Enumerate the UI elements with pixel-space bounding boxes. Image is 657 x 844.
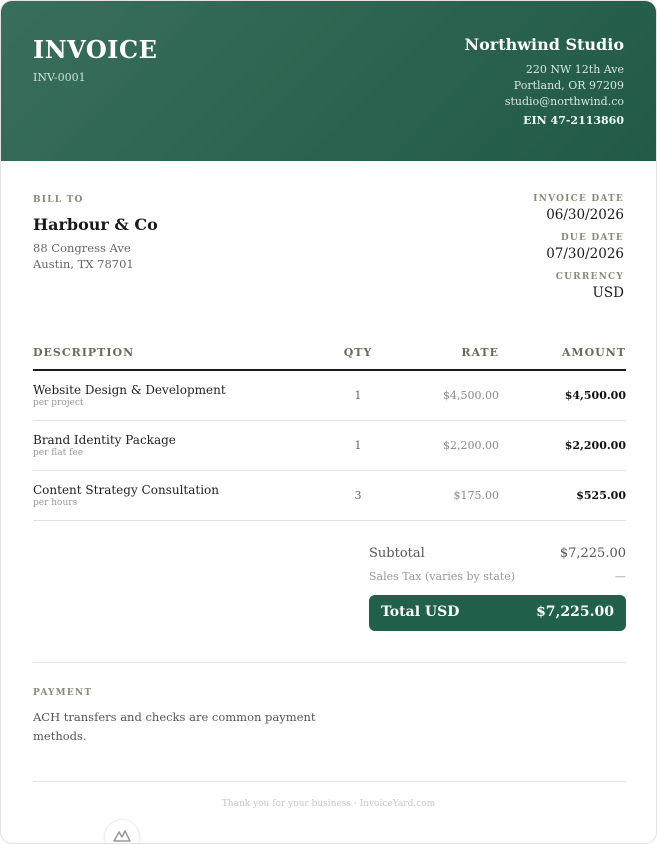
bill-to-label: BILL TO [33, 195, 84, 205]
item-unit: per hours [33, 498, 78, 508]
item-rate: $175.00 [453, 489, 499, 502]
subtotal-line [369, 544, 626, 568]
item-qty: 1 [354, 389, 362, 402]
item-amount: $525.00 [576, 489, 626, 502]
item-description: Content Strategy Consultation [33, 483, 220, 497]
item-description: Brand Identity Package [33, 433, 176, 447]
footer-text: Thank you for your business · InvoiceYard.com [221, 799, 436, 809]
company-address-line2: Portland, OR 97209 [513, 79, 624, 92]
company-email[interactable]: studio@northwind.co [504, 95, 624, 108]
divider [33, 781, 626, 782]
divider [33, 662, 626, 663]
due-date-label: DUE DATE [560, 233, 624, 243]
invoice-date-label: INVOICE DATE [533, 194, 624, 204]
table-row [33, 421, 626, 471]
item-rate: $4,500.00 [443, 389, 499, 402]
invoice-dates [533, 194, 624, 311]
header-rate: RATE [461, 346, 499, 359]
header-description: DESCRIPTION [33, 346, 135, 359]
table-row [33, 471, 626, 521]
header-qty: QTY [343, 346, 373, 359]
total-label: Total USD [381, 604, 460, 620]
due-date: 07/30/2026 [546, 246, 624, 262]
subtotal-value: $7,225.00 [559, 546, 626, 561]
item-rate: $2,200.00 [443, 439, 499, 452]
invoice-title: INVOICE [33, 35, 158, 64]
tax-value: — [615, 570, 626, 583]
invoice-date: 06/30/2026 [546, 207, 624, 223]
table-header [33, 338, 626, 371]
item-amount: $2,200.00 [564, 439, 626, 452]
billing-section [1, 161, 656, 336]
client-name: Harbour & Co [33, 215, 158, 234]
subtotal-label: Subtotal [369, 546, 425, 561]
payment-label: PAYMENT [33, 688, 93, 698]
currency: USD [592, 285, 624, 301]
invoice-header [1, 1, 656, 161]
invoice-number: INV-0001 [33, 71, 86, 84]
company-ein: EIN 47-2113860 [523, 114, 624, 127]
company-info [464, 35, 624, 127]
currency-label: CURRENCY [555, 272, 624, 282]
totals-section [369, 544, 626, 631]
payment-text: ACH transfers and checks are common payment methods. [33, 710, 316, 743]
line-items-table [33, 338, 626, 521]
item-unit: per project [33, 398, 84, 408]
item-amount: $4,500.00 [564, 389, 626, 402]
tax-label: Sales Tax (varies by state) [369, 570, 516, 583]
header-amount: AMOUNT [561, 346, 626, 359]
tax-line [369, 568, 626, 592]
client-address-line2: Austin, TX 78701 [33, 257, 134, 271]
item-qty: 3 [354, 489, 362, 502]
mountain-logo-icon[interactable] [104, 819, 140, 844]
payment-section [33, 688, 323, 746]
client-address-line1: 88 Congress Ave [33, 241, 131, 255]
bill-to [33, 195, 158, 272]
item-unit: per flat fee [33, 448, 84, 458]
company-address-line1: 220 NW 12th Ave [525, 63, 624, 76]
table-row [33, 371, 626, 421]
total-bar [369, 595, 626, 631]
company-name: Northwind Studio [464, 35, 624, 54]
item-qty: 1 [354, 439, 362, 452]
item-description: Website Design & Development [33, 383, 226, 397]
total-value: $7,225.00 [536, 604, 614, 620]
